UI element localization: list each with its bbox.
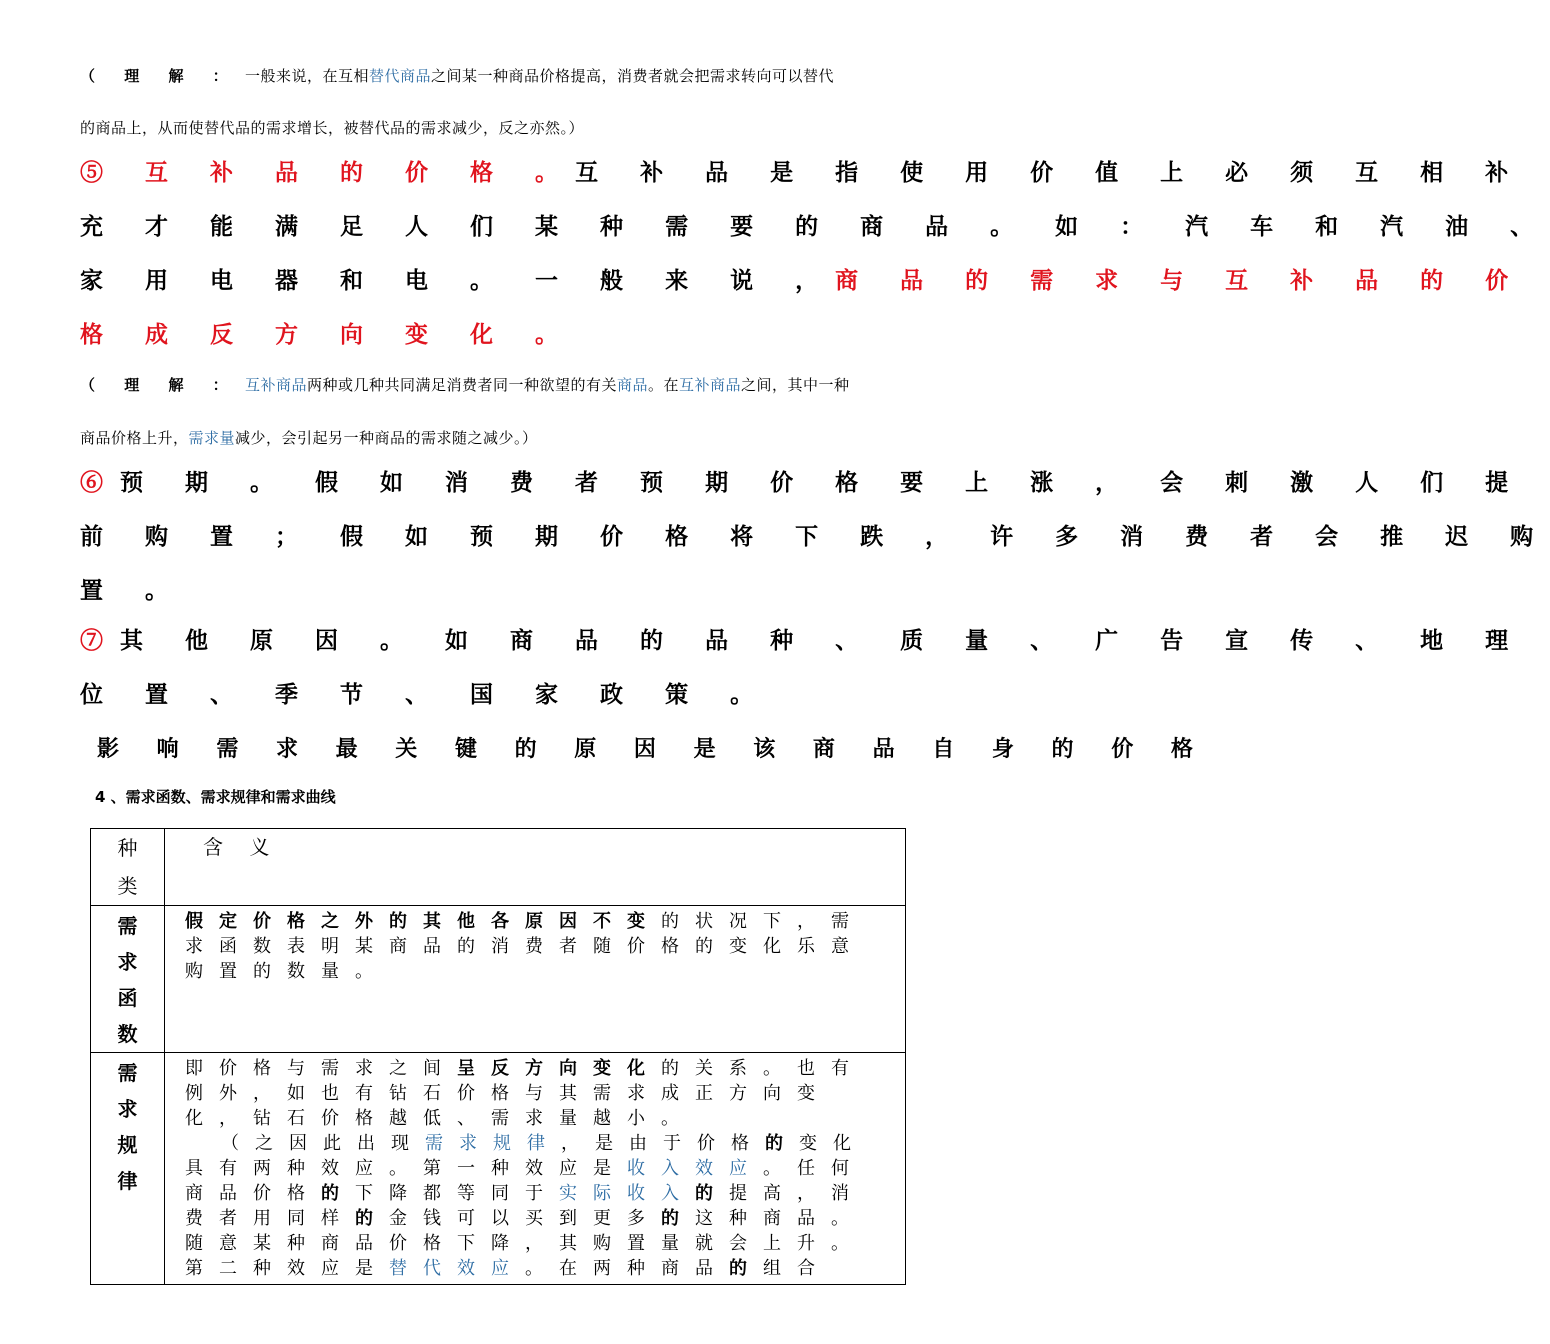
meaning-demand-function: 假定价格之外的其他各原因不变的状况下，需求函数表明某商品的消费者随价格的变化乐意购置的数量。 bbox=[165, 906, 906, 1053]
key-conclusion: 影 响 需 求 最 关 键 的 原 因 是 该 商 品 自 身 的 价 格 bbox=[97, 736, 1208, 762]
item5-line4: 格 成 反 方 向 变 化 。 bbox=[80, 321, 576, 348]
meaning-law-of-demand: 即价格与需求之间呈反方向变化的关系。也有例外，如也有钻石价格与其需求成正方向变化，钻石价格越低、需求量越小。 （之因此出现需求规律，是由于价格的变化具有两种效应。第一种效应是收入效应。任何商品价格的下降都等同于实际收入的提高，消费者用同样的金钱可以买到更多的这种商品。随意某种商品价格下降，其购置量就会上升。第二种效应是替代效应。在两种商品的组合 bbox=[165, 1053, 906, 1285]
header-meaning: 含 义 bbox=[165, 829, 906, 906]
kind-demand-function: 需 求 函 数 bbox=[91, 906, 165, 1053]
link-quantity-demanded[interactable]: 需求量 bbox=[188, 429, 236, 447]
link-income-effect[interactable]: 收入效应 bbox=[627, 1158, 763, 1179]
item6-line1: ⑥预 期 。 假 如 消 费 者 预 期 价 格 要 上 涨 ， 会 刺 激 人 们 提 bbox=[80, 469, 1526, 496]
item5-line3: 家 用 电 器 和 电 。 一 般 来 说 ，商 品 的 需 求 与 互 补 品 的 价 bbox=[80, 267, 1526, 294]
link-goods[interactable]: 商品 bbox=[616, 376, 648, 394]
item5-title: ⑤ 互 补 品 的 价 格 。 bbox=[80, 159, 576, 186]
link-law-of-demand[interactable]: 需求规律 bbox=[425, 1133, 561, 1154]
link-real-income[interactable]: 实际收入 bbox=[559, 1183, 695, 1204]
item6-number: ⑥ bbox=[80, 469, 120, 496]
item5-line2: 充 才 能 满 足 人 们 某 种 需 要 的 商 品 。 如 ： 汽 车 和 汽 油 、 bbox=[80, 213, 1550, 240]
demand-table bbox=[90, 828, 906, 1285]
section-heading: 4 、需求函数、需求规律和需求曲线 bbox=[95, 788, 336, 806]
link-complementary-goods-2[interactable]: 互补商品 bbox=[679, 376, 742, 394]
link-complementary-goods[interactable]: 互补商品 bbox=[244, 376, 307, 394]
item7-number: ⑦ bbox=[80, 627, 120, 654]
note-label: （ 理 解 ： bbox=[80, 67, 240, 85]
understanding-note-substitutes: （ 理 解 ： 一般来说，在互相替代商品之间某一种商品价格提高，消费者就会把需求转向可以替代 bbox=[80, 67, 834, 85]
understanding-note-substitutes-line2: 的商品上，从而使替代品的需求增长，被替代品的需求减少，反之亦然。） bbox=[80, 119, 585, 137]
item5-line1: ⑤ 互 补 品 的 价 格 。互 补 品 是 指 使 用 价 值 上 必 须 互 相 补 bbox=[80, 159, 1526, 186]
understanding-note-complements-line2: 商品价格上升，需求量减少，会引起另一种商品的需求随之减少。） bbox=[80, 429, 538, 447]
table-row-demand-function bbox=[91, 906, 906, 1053]
item7-line2: 位 置 、 季 节 、 国 家 政 策 。 bbox=[80, 681, 771, 708]
table-row-law-of-demand bbox=[91, 1053, 906, 1285]
item6-line3: 置 。 bbox=[80, 577, 186, 604]
item7-line1: ⑦其 他 原 因 。 如 商 品 的 品 种 、 质 量 、 广 告 宣 传 、 地 理 bbox=[80, 627, 1526, 654]
understanding-note-complements: （ 理 解 ： 互补商品两种或几种共同满足消费者同一种欲望的有关商品。在互补商品之间，其中一种 bbox=[80, 376, 850, 394]
kind-law-of-demand: 需 求 规 律 bbox=[91, 1053, 165, 1285]
note-label: （ 理 解 ： bbox=[80, 376, 240, 394]
item6-line2: 前 购 置 ； 假 如 预 期 价 格 将 下 跌 ， 许 多 消 费 者 会 推 迟 购 bbox=[80, 523, 1550, 550]
header-kind: 种 类 bbox=[91, 829, 165, 906]
link-substitute-goods[interactable]: 替代商品 bbox=[368, 67, 431, 85]
link-substitution-effect[interactable]: 替代效应 bbox=[389, 1258, 525, 1279]
table-header-row bbox=[91, 829, 906, 906]
